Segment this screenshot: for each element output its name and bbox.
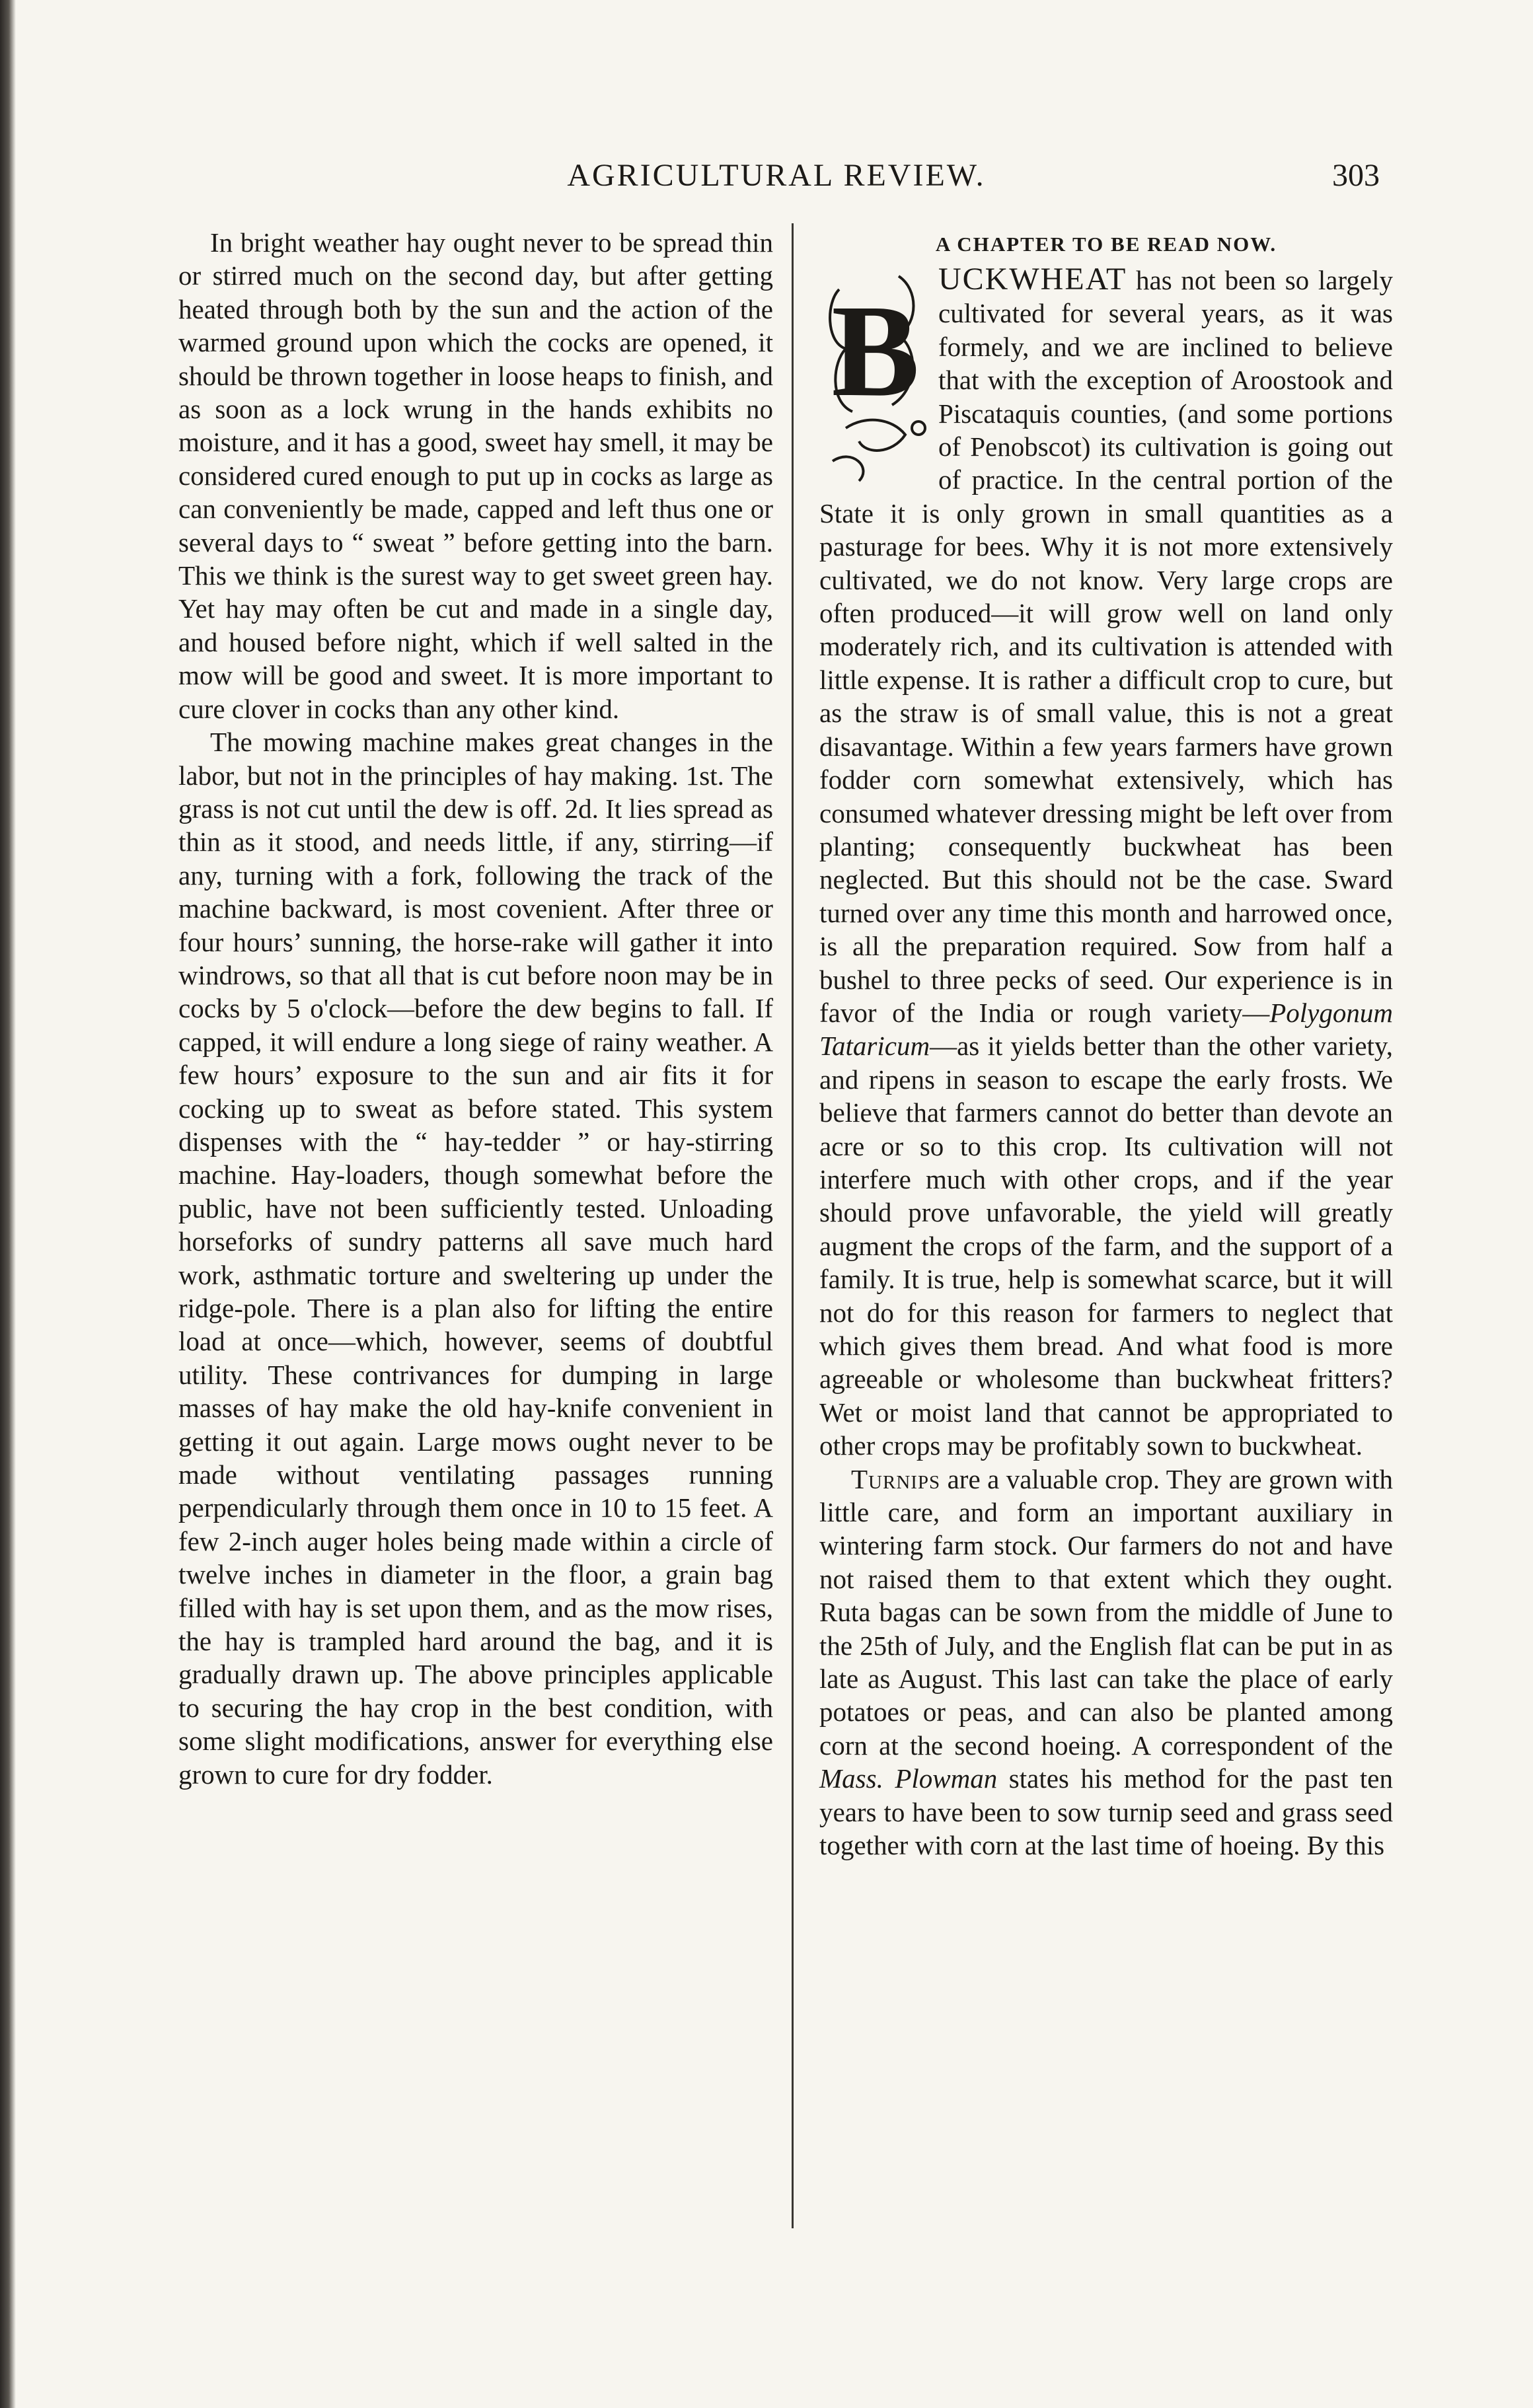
scanned-page-edge [0, 0, 16, 2408]
turnips-lead-word: Turnips [851, 1463, 941, 1494]
publication-name: Mass. Plowman [819, 1763, 998, 1794]
species-name: Polygonum Tataricum [819, 997, 1393, 1062]
lead-word: UCKWHEAT [938, 262, 1127, 297]
drop-cap-letter: B [831, 278, 920, 424]
column-rule [792, 223, 794, 2228]
paragraph-hay-curing: In bright weather hay ought never to be spread thin or stirred much on the second day, but after getting heated through both by the sun and the action of the warmed ground upon which the cocks are opened, it should be thrown together in loose heaps to finish, and as soon as a lock wrung in the hands exhibits no moisture, and it has a good, sweet hay smell, it may be considered cured enough to put up in cocks as large as can conveniently be made, capped and left thus one or several days to “ sweat ” before getting into the barn. This we think is the surest way to get sweet green hay. Yet hay may often be cut and made in a single day, and housed before night, which if well salted in the mow will be good and sweet. It is more important to cure clover in cocks than any other kind. [178, 227, 773, 724]
page-number: 303 [1332, 158, 1380, 193]
right-column [819, 226, 1393, 1862]
paragraph-buckwheat [819, 263, 1393, 1463]
buckwheat-text-part-2: —as it yields better than the other variety, and ripens in season to escape the early frosts. We believe that farmers cannot do better than devote an acre or so to this crop. Its cultivation will not interfere much with other crops, and if the year should prove unfavorable, the yield will greatly augment the crops of the farm, and the support of a family. It is true, help is somewhat scarce, but it will not do for this reason for farmers to neglect that which gives them bread. And what food is more agreeable or wholesome than buckwheat fritters? Wet or moist land that cannot be appropriated to other crops may be profitably sown to buckwheat. [819, 1031, 1393, 1461]
book-page [159, 0, 1394, 2408]
running-head [159, 157, 1394, 203]
running-title: AGRICULTURAL REVIEW. [567, 158, 986, 193]
buckwheat-text-part-1: has not been so largely cultivated for several years, as it was formely, and we are inclined to believe that with the exception of Aroostook and Piscataquis counties, (and some portions of Penobscot) its cultivation is going out of practice. In the central portion of the State it is only grown in small quantities as a pasturage for bees. Why it is not more extensively cultivated, we do not know. Very large crops are often produced—it will grow well on land only moderately rich, and its cultivation is attended with little expense. It is rather a difficult crop to cure, but as the straw is of small value, this is not a great disavantage. Within a few years farmers have grown fodder corn somewhat extensively, which has consumed whatever dressing might be left over from planting; consequently buckwheat has been neglected. But this should not be the case. Sward turned over any time this month and harrowed once, is all the preparation required. Sow from half a bushel to three pecks of seed. Our experience is in favor of the India or rough variety— [819, 265, 1393, 1028]
chapter-heading: A CHAPTER TO BE READ NOW. [935, 233, 1277, 256]
turnips-text-part-1: are a valuable crop. They are grown with little care, and form an important auxiliary in wintering farm stock. Our farmers do not and have not raised them to that extent which they ought. Ruta bagas can be sown from the middle of June to the 25th of July, and the English flat can be put in as late as August. This last can take the place of early potatoes or peas, and can also be planted among corn at the second hoeing. A correspondent of the [819, 1463, 1393, 1761]
ornamental-drop-cap-icon [819, 263, 932, 492]
left-column [178, 226, 773, 1791]
paragraph-mowing-machine: The mowing machine makes great changes in the labor, but not in the principles of hay making. 1st. The grass is not cut until the dew is off. 2d. It lies spread as thin as it stood, and needs little, if any, stirring—if any, turning with a fork, following the track of the machine backward, is most covenient. After three or four hours’ sunning, the horse-rake will gather it into windrows, so that all that is cut before noon may be in cocks by 5 o'clock—before the dew begins to fall. If capped, it will endure a long siege of rainy weather. A few hours’ exposure to the sun and air fits it for cocking up to sweat as before stated. This system dispenses with the “ hay-tedder ” or hay-stirring machine. Hay-loaders, though somewhat before the public, have not been sufficiently tested. Unloading horseforks of sundry patterns all save much hard work, asthmatic torture and sweltering up under the ridge-pole. There is a plan also for lifting the entire load at once—which, however, seems of doubtful utility. These contrivances for dumping in large masses of hay make the old hay-knife convenient in getting it out again. Large mows ought never to be made without ventilating passages running perpendicularly through them once in 10 to 15 feet. A few 2-inch auger holes being made within a circle of twelve inches in diameter in the floor, a grain bag filled with hay is set upon them, and as the mow rises, the hay is trampled hard around the bag, and it is gradually drawn up. The above principles applicable to securing the hay crop in the best condition, with some slight modifications, answer for everything else grown to cure for dry fodder. [178, 727, 773, 1790]
ornamental-drop-cap [819, 263, 932, 492]
paragraph-turnips [819, 1463, 1393, 1862]
turnips-text-part-2: states his method for the past ten years to have been to sow turnip seed and grass seed together with corn at the last time of hoeing. By this [819, 1763, 1393, 1861]
